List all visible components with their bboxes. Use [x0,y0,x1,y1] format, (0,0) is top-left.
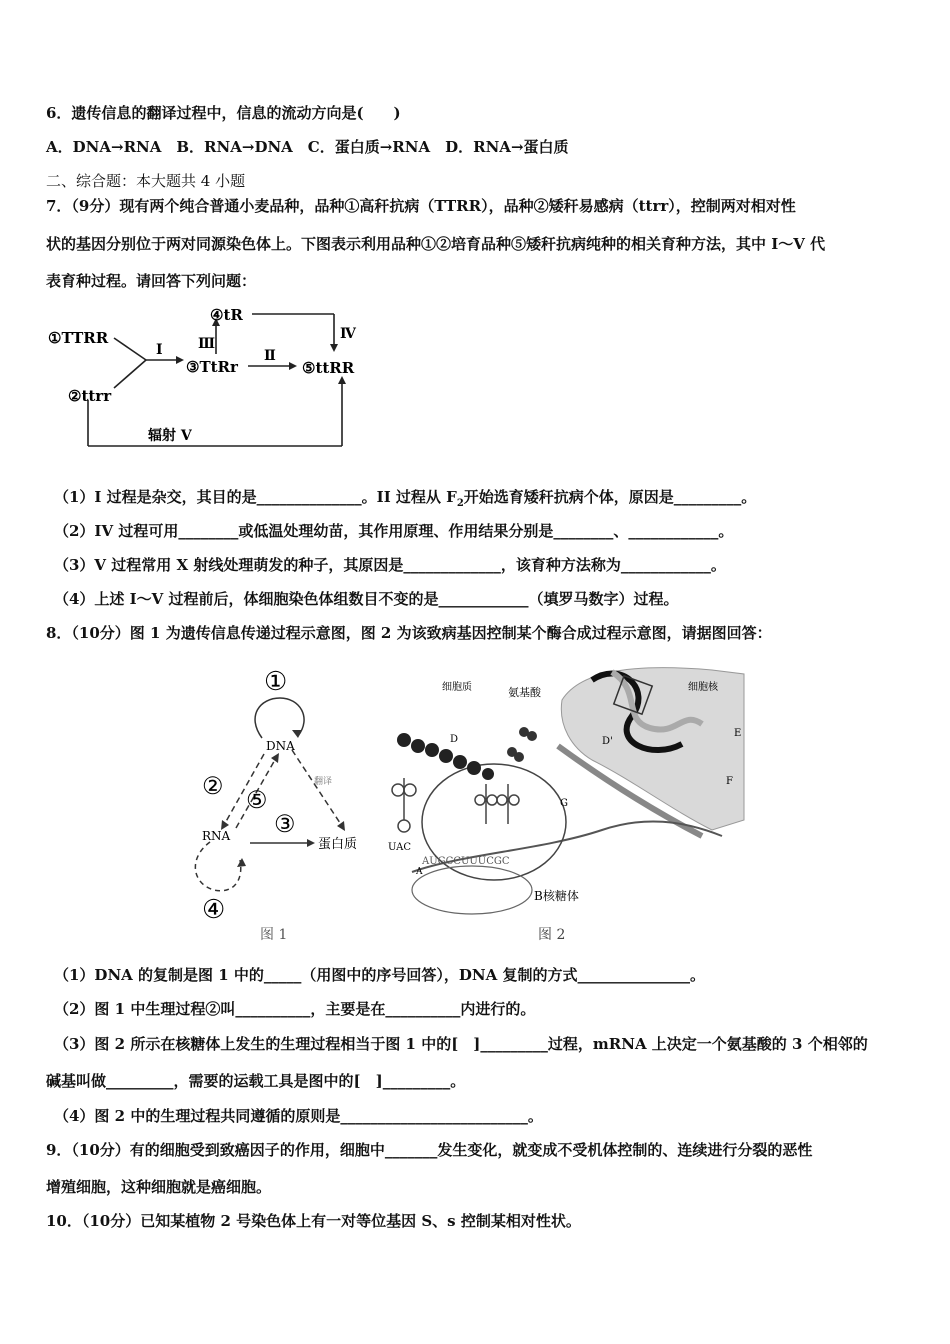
q7-sub1-a: （1）I 过程是杂交，其目的是______________。II 过程从 F [54,488,457,506]
fig2-cytoplasm: 细胞质 [442,682,472,693]
q7-sub1 [54,487,756,514]
diagram-p1: ①TTRR [48,329,109,347]
fig2-mrna-seq: AUGCCUUUCGC [422,856,510,867]
diagram-step3: Ⅲ [198,336,216,352]
fig2-amino-acid: 氨基酸 [508,686,541,699]
fig2-label-d: D [450,734,459,745]
diagram-step1: I [156,342,163,358]
diagram-step4: Ⅳ [340,326,356,342]
q8-sub1: （1）DNA 的复制是图 1 中的_____（用图中的序号回答），DNA 复制的方式_______________。 [54,966,705,984]
diagram-p4: ④tR [210,306,243,324]
diagram-p5: ⑤ttRR [302,359,355,377]
q6-stem: 6．遗传信息的翻译过程中，信息的流动方向是( ) [46,104,401,122]
fig2-ribosome: B核糖体 [534,889,579,903]
q9-line1: 9．（10分）有的细胞受到致癌因子的作用，细胞中_______发生变化，就变成不受机体控制的、连续进行分裂的恶性 [46,1141,813,1159]
diagram-p3: ③TtRr [186,358,238,376]
fig2-label-g: G [560,798,568,809]
q7-stem-line1: 7．（9分）现有两个纯合普通小麦品种，品种①高秆抗病（TTRR），品种②矮秆易感病（ttrr），控制两对相对性 [46,197,796,215]
q6-options: A．DNA→RNA B．RNA→DNA C．蛋白质→RNA D．RNA→蛋白质 [46,138,569,156]
fig2-label-d2: D' [602,736,613,747]
q8-sub3-line2: 碱基叫做_________，需要的运载工具是图中的[ ]_________。 [46,1072,466,1090]
diagram-p2: ②ttrr [68,387,112,405]
fig2-caption: 图 2 [538,927,566,943]
fig1-caption: 图 1 [260,927,288,943]
fig2-label-f: F [726,776,733,787]
fig1-n1: ① [264,667,288,697]
q7-sub1-b: 开始选育矮秆抗病个体，原因是_________。 [463,488,757,506]
fig1-rna: RNA [202,829,231,843]
fig1-arrow-note: 翻译 [314,777,333,787]
fig2-nucleus: 细胞核 [688,682,718,693]
q10-line1: 10．（10分）已知某植物 2 号染色体上有一对等位基因 S、s 控制某相对性状。 [46,1212,581,1230]
fig1-n5: ⑤ [246,786,268,814]
section-title: 二、综合题：本大题共 4 小题 [46,172,246,190]
q7-sub3: （3）V 过程常用 X 射线处理萌发的种子，其原因是_____________，该育种方法称为____________。 [54,556,726,574]
q8-sub3-line1: （3）图 2 所示在核糖体上发生的生理过程相当于图 1 中的[ ]_________过程，mRNA 上决定一个氨基酸的 3 个相邻的 [54,1035,868,1053]
fig1-n3: ③ [274,810,296,838]
diagram-step5: 辐射 V [148,428,192,444]
fig1-dna: DNA [266,739,295,753]
q8-sub4: （4）图 2 中的生理过程共同遵循的原则是_________________________。 [54,1107,543,1125]
q8-sub2: （2）图 1 中生理过程②叫__________，主要是在__________内进行的。 [54,1000,536,1018]
figure-2 [382,660,752,945]
q9-line2: 增殖细胞，这种细胞就是癌细胞。 [46,1178,272,1196]
q7-sub2: （2）IV 过程可用________或低温处理幼苗，其作用原理、作用结果分别是________、____________。 [54,522,734,540]
fig1-protein: 蛋白质 [318,837,358,852]
fig1-n4: ④ [202,895,226,925]
q7-stem-line3: 表育种过程。请回答下列问题： [46,272,257,290]
fig2-anticodon: UAC [388,842,411,853]
figure-1 [180,660,380,945]
q8-stem: 8．（10分）图 1 为遗传信息传递过程示意图，图 2 为该致病基因控制某个酶合成过程示意图，请据图回答： [46,624,772,642]
fig1-n2: ② [202,772,224,800]
q7-stem-line2: 状的基因分别位于两对同源染色体上。下图表示利用品种①②培育品种⑤矮秆抗病纯种的相关育种方法，其中 I～V 代 [46,235,826,253]
fig2-label-e: E [734,728,742,739]
fig2-label-a: A [416,867,423,877]
diagram-step2: Ⅱ [264,348,276,364]
q7-sub1-subscript: 2 [456,498,464,509]
breeding-diagram [44,300,374,455]
q7-sub4: （4）上述 I～V 过程前后，体细胞染色体组数目不变的是____________（填罗马数字）过程。 [54,590,679,608]
